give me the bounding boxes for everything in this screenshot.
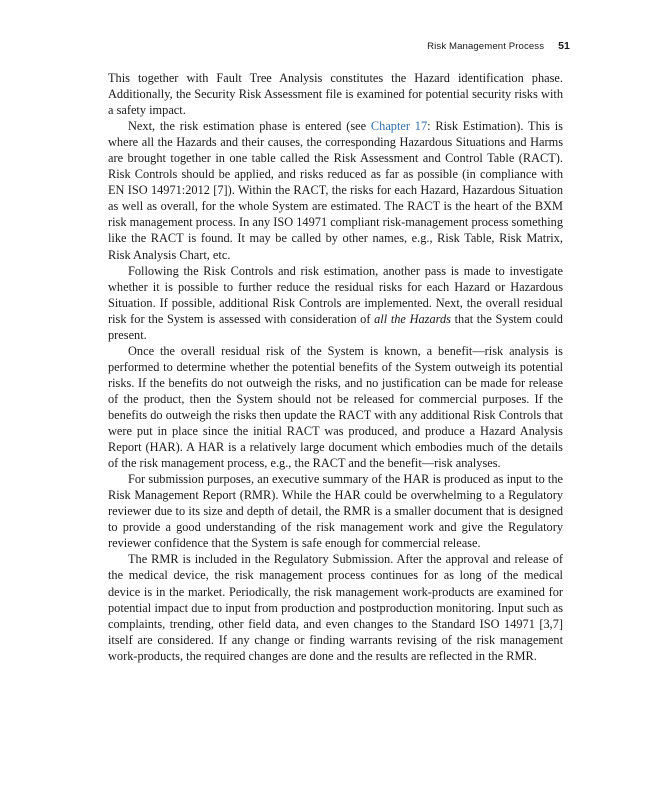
- paragraph-risk-estimation: [108, 118, 563, 262]
- paragraph-submission: For submission purposes, an executive summary of the HAR is produced as input to the Risk Management Report (RMR). While the HAR could be overwhelming to a Regulatory reviewer due to its size and depth of detail, the RMR is a smaller document that is designed to provide a good understanding of the risk management work and give the Regulatory reviewer confidence that the System is safe enough for commercial release.: [108, 472, 563, 551]
- paragraph-risk-estimation-rest: : Risk Estimation). This is where all the Hazards and their causes, the corresponding Hazardous Situations and Harms are brought together in one table called the Risk Assessment and Control Table (RACT). Risk Controls should be applied, and risks reduced as far as possible (in compliance with EN ISO 14971:2012 [7]). Within the RACT, the risks for each Hazard, Hazardous Situation as well as overall, for the whole System are estimated. The RACT is the heart of the BXM risk management process. In any ISO 14971 compliant risk-management process something like the RACT is found. It may be called by other names, e.g., Risk Table, Risk Matrix, Risk Analysis Chart, etc.: [108, 119, 563, 262]
- paragraph-residual-risk-intro: Following the Risk Controls and risk estimation, another pass is made to investigate whether it is possible to further reduce the residual risks for each Hazard or Hazardous Situation. If possible, additional Risk Controls are implemented. Next, the overall residual risk for the System is assessed with consideration of: [108, 263, 563, 326]
- paragraph-benefit-risk: Once the overall residual risk of the System is known, a benefit—risk analysis is performed to determine whether the potential benefits of the System outweigh its potential risks. If the benefits do not outweigh the risks, and no justification can be made for release of the product, then the System should not be released for commercial purposes. If the benefits do outweigh the risks then update the RACT with any additional Risk Controls that were put in place since the initial RACT was produced, and produce a Hazard Analysis Report (HAR). A HAR is a relatively large document which embodies much of the details of the risk management process, e.g., the RACT and the benefit—risk analyses.: [108, 343, 563, 471]
- running-title: Risk Management Process: [427, 41, 545, 52]
- paragraph-hazard-identification: This together with Fault Tree Analysis constitutes the Hazard identification phase. Additionally, the Security Risk Assessment file is examined for potential security risks with a safety impact.: [108, 71, 563, 118]
- paragraph-residual-risk-end: that the System could present.: [108, 311, 563, 342]
- paragraph-risk-estimation-intro: Next, the risk estimation phase is entered (see: [128, 119, 371, 134]
- body-text: [108, 70, 563, 664]
- paragraph-regulatory-submission: The RMR is included in the Regulatory Submission. After the approval and release of the medical device, the risk management process continues for as long of the medical device is in the market. Periodically, the risk management work-products are examined for potential impact due to input from production and postproduction monitoring. Input such as complaints, trending, other field data, and even changes to the Standard ISO 14971 [3,7] itself are considered. If any change or finding warrants revising of the risk management work-products, the required changes are done and the results are reflected in the RMR.: [108, 552, 563, 663]
- paragraph-residual-risk: [108, 263, 563, 343]
- emphasis-all-the-hazards: all the Hazards: [374, 311, 451, 326]
- page-number: 51: [558, 40, 570, 52]
- running-header: [427, 40, 570, 52]
- chapter-17-link[interactable]: Chapter 17: [370, 119, 428, 134]
